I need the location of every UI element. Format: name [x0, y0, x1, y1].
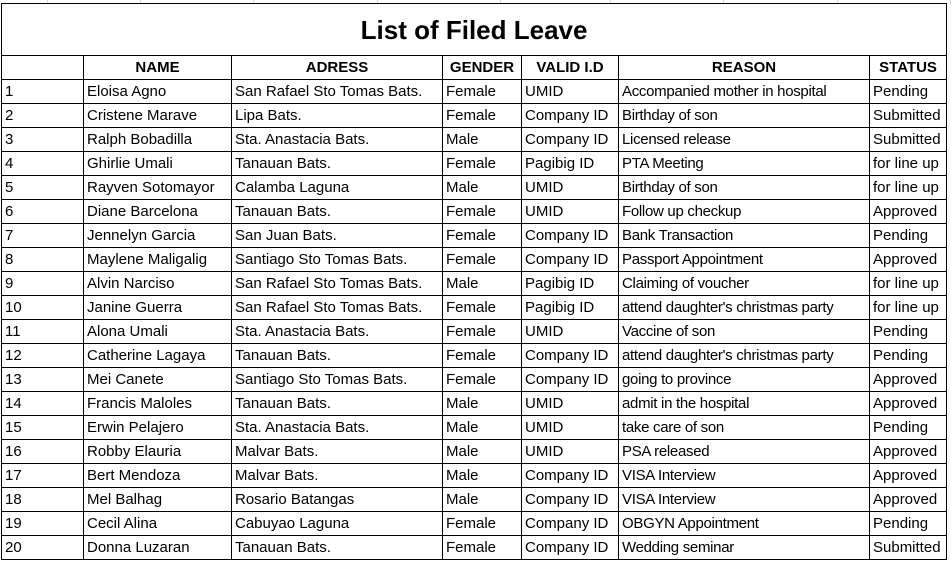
table-row	[2, 464, 947, 488]
cell: Lipa Bats.	[232, 104, 443, 128]
cell: UMID	[522, 416, 619, 440]
table-row	[2, 344, 947, 368]
cell: Female	[443, 368, 522, 392]
cell: 7	[2, 224, 84, 248]
cell: Jennelyn Garcia	[84, 224, 232, 248]
cell: for line up	[870, 272, 947, 296]
cell: UMID	[522, 320, 619, 344]
table-row	[2, 248, 947, 272]
cell: Female	[443, 320, 522, 344]
cell: Mel Balhag	[84, 488, 232, 512]
cell: Santiago Sto Tomas Bats.	[232, 248, 443, 272]
cell: Submitted	[870, 536, 947, 560]
cell: PSA released	[619, 440, 870, 464]
cell: 8	[2, 248, 84, 272]
cell: Pagibig ID	[522, 152, 619, 176]
cell: Female	[443, 536, 522, 560]
cell: take care of son	[619, 416, 870, 440]
cell: Male	[443, 464, 522, 488]
cell: 10	[2, 296, 84, 320]
cell: Malvar Bats.	[232, 440, 443, 464]
cell: Tanauan Bats.	[232, 152, 443, 176]
cell: Company ID	[522, 464, 619, 488]
cell: UMID	[522, 80, 619, 104]
cell: Birthday of son	[619, 176, 870, 200]
cell: 4	[2, 152, 84, 176]
table-row	[2, 320, 947, 344]
table-row	[2, 224, 947, 248]
table-row	[2, 512, 947, 536]
table-row	[2, 152, 947, 176]
cell: for line up	[870, 176, 947, 200]
table-row	[2, 296, 947, 320]
cell: Pending	[870, 80, 947, 104]
cell: UMID	[522, 440, 619, 464]
cell: Donna Luzaran	[84, 536, 232, 560]
cell: going to province	[619, 368, 870, 392]
cell: Male	[443, 176, 522, 200]
cell: Robby Elauria	[84, 440, 232, 464]
cell: Licensed release	[619, 128, 870, 152]
table-row	[2, 128, 947, 152]
cell: 16	[2, 440, 84, 464]
cell: Female	[443, 152, 522, 176]
cell: Ghirlie Umali	[84, 152, 232, 176]
table-row	[2, 272, 947, 296]
cell: Rosario Batangas	[232, 488, 443, 512]
cell: Female	[443, 248, 522, 272]
cell: 19	[2, 512, 84, 536]
table-row	[2, 368, 947, 392]
cell: Submitted	[870, 104, 947, 128]
cell: Submitted	[870, 128, 947, 152]
table-body	[2, 80, 947, 560]
column-header-gender: GENDER	[443, 56, 522, 80]
cell: Approved	[870, 392, 947, 416]
cell: Company ID	[522, 344, 619, 368]
header-row	[2, 56, 947, 80]
table-row	[2, 488, 947, 512]
cell: Female	[443, 104, 522, 128]
cell: Pending	[870, 344, 947, 368]
cell: Malvar Bats.	[232, 464, 443, 488]
cell: Female	[443, 224, 522, 248]
page-title: List of Filed Leave	[2, 4, 947, 56]
table-row	[2, 536, 947, 560]
cell: Wedding seminar	[619, 536, 870, 560]
cell: 6	[2, 200, 84, 224]
cell: San Rafael Sto Tomas Bats.	[232, 296, 443, 320]
cell: 15	[2, 416, 84, 440]
column-header-adress: ADRESS	[232, 56, 443, 80]
cell: Sta. Anastacia Bats.	[232, 320, 443, 344]
cell: Approved	[870, 464, 947, 488]
cell: Male	[443, 128, 522, 152]
cell: Female	[443, 344, 522, 368]
cell: Pagibig ID	[522, 296, 619, 320]
cell: 5	[2, 176, 84, 200]
cell: San Rafael Sto Tomas Bats.	[232, 80, 443, 104]
cell: San Rafael Sto Tomas Bats.	[232, 272, 443, 296]
cell: 2	[2, 104, 84, 128]
cell: VISA Interview	[619, 464, 870, 488]
cell: Company ID	[522, 248, 619, 272]
cell: 14	[2, 392, 84, 416]
cell: San Juan Bats.	[232, 224, 443, 248]
cell: Company ID	[522, 224, 619, 248]
cell: Janine Guerra	[84, 296, 232, 320]
cell: UMID	[522, 176, 619, 200]
column-header-row-number	[2, 56, 84, 80]
cell: Approved	[870, 488, 947, 512]
cell: Mei Canete	[84, 368, 232, 392]
cell: Female	[443, 296, 522, 320]
cell: Catherine Lagaya	[84, 344, 232, 368]
column-header-reason: REASON	[619, 56, 870, 80]
cell: UMID	[522, 392, 619, 416]
column-header-valid-i-d: VALID I.D	[522, 56, 619, 80]
table-row	[2, 104, 947, 128]
cell: Pending	[870, 320, 947, 344]
cell: Approved	[870, 440, 947, 464]
gridline	[950, 0, 951, 4]
column-header-status: STATUS	[870, 56, 947, 80]
cell: Pagibig ID	[522, 272, 619, 296]
column-header-name: NAME	[84, 56, 232, 80]
cell: Bank Transaction	[619, 224, 870, 248]
table-row	[2, 440, 947, 464]
cell: 9	[2, 272, 84, 296]
cell: Company ID	[522, 536, 619, 560]
cell: Male	[443, 440, 522, 464]
cell: Approved	[870, 368, 947, 392]
cell: Male	[443, 272, 522, 296]
cell: Birthday of son	[619, 104, 870, 128]
table-row	[2, 416, 947, 440]
cell: Female	[443, 512, 522, 536]
cell: Tanauan Bats.	[232, 344, 443, 368]
title-row	[2, 4, 947, 56]
table-row	[2, 200, 947, 224]
cell: Company ID	[522, 104, 619, 128]
cell: 20	[2, 536, 84, 560]
cell: Sta. Anastacia Bats.	[232, 128, 443, 152]
cell: 11	[2, 320, 84, 344]
table-row	[2, 176, 947, 200]
cell: 1	[2, 80, 84, 104]
cell: Calamba Laguna	[232, 176, 443, 200]
cell: Company ID	[522, 128, 619, 152]
cell: Eloisa Agno	[84, 80, 232, 104]
cell: Female	[443, 80, 522, 104]
cell: OBGYN Appointment	[619, 512, 870, 536]
cell: 17	[2, 464, 84, 488]
cell: Maylene Maligalig	[84, 248, 232, 272]
cell: Accompanied mother in hospital	[619, 80, 870, 104]
cell: Pending	[870, 416, 947, 440]
cell: attend daughter's christmas party	[619, 344, 870, 368]
cell: Pending	[870, 224, 947, 248]
cell: Ralph Bobadilla	[84, 128, 232, 152]
cell: Francis Maloles	[84, 392, 232, 416]
cell: UMID	[522, 200, 619, 224]
cell: Tanauan Bats.	[232, 200, 443, 224]
cell: attend daughter's christmas party	[619, 296, 870, 320]
cell: Company ID	[522, 368, 619, 392]
cell: Sta. Anastacia Bats.	[232, 416, 443, 440]
table-row	[2, 80, 947, 104]
cell: Cecil Alina	[84, 512, 232, 536]
cell: Bert Mendoza	[84, 464, 232, 488]
table-row	[2, 392, 947, 416]
cell: VISA Interview	[619, 488, 870, 512]
cell: Diane Barcelona	[84, 200, 232, 224]
cell: Pending	[870, 512, 947, 536]
cell: for line up	[870, 152, 947, 176]
cell: Company ID	[522, 512, 619, 536]
cell: Cabuyao Laguna	[232, 512, 443, 536]
cell: Male	[443, 416, 522, 440]
cell: Approved	[870, 200, 947, 224]
cell: 18	[2, 488, 84, 512]
cell: 12	[2, 344, 84, 368]
cell: Female	[443, 200, 522, 224]
cell: Claiming of voucher	[619, 272, 870, 296]
cell: admit in the hospital	[619, 392, 870, 416]
cell: Male	[443, 488, 522, 512]
cell: Tanauan Bats.	[232, 392, 443, 416]
cell: PTA Meeting	[619, 152, 870, 176]
cell: Alvin Narciso	[84, 272, 232, 296]
cell: Approved	[870, 248, 947, 272]
cell: Vaccine of son	[619, 320, 870, 344]
cell: Erwin Pelajero	[84, 416, 232, 440]
cell: Rayven Sotomayor	[84, 176, 232, 200]
cell: Tanauan Bats.	[232, 536, 443, 560]
cell: Follow up checkup	[619, 200, 870, 224]
cell: 13	[2, 368, 84, 392]
cell: Male	[443, 392, 522, 416]
cell: Passport Appointment	[619, 248, 870, 272]
cell: Cristene Marave	[84, 104, 232, 128]
cell: 3	[2, 128, 84, 152]
cell: Alona Umali	[84, 320, 232, 344]
cell: for line up	[870, 296, 947, 320]
cell: Santiago Sto Tomas Bats.	[232, 368, 443, 392]
cell: Company ID	[522, 488, 619, 512]
filed-leave-table	[1, 3, 947, 560]
